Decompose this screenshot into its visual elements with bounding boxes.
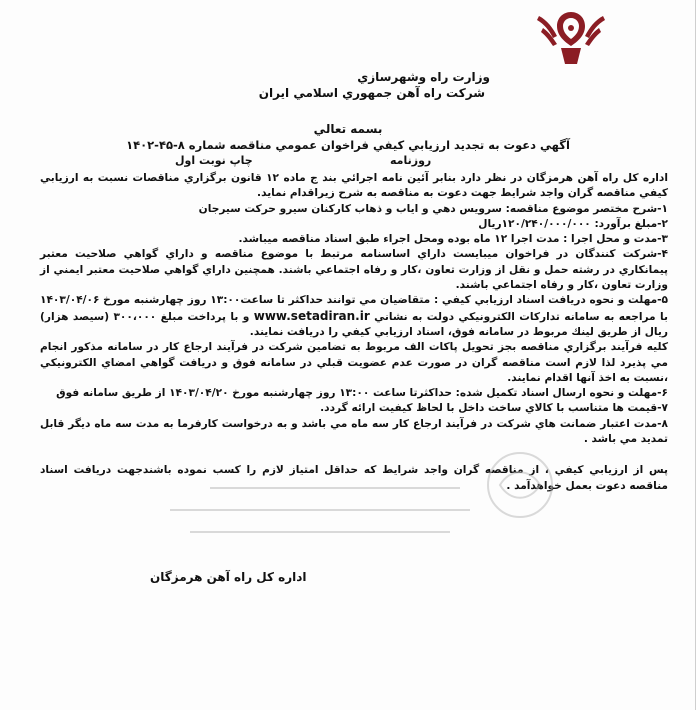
newspaper-label: روزنامه: [390, 154, 432, 167]
item-estimate: ۲-مبلغ برآورد: ۱۲۰/۲۴۰/۰۰۰/۰۰۰ريال: [478, 217, 668, 230]
notice-headline: آگهي دعوت به تجديد ارزيابي كيفي فراخوان عمومي مناقصه شماره ۸-۴۵-۱۴۰۲: [126, 138, 570, 152]
company-name: شركت راه آهن جمهوري اسلامي ايران: [258, 86, 485, 100]
item-subject: ۱-شرح مختصر موضوع مناقصه: سرويس دهي و اياب و ذهاب كاركنان سيرو حركت سيرجان: [198, 202, 668, 215]
bismillah-heading: بسمه تعالي: [313, 122, 383, 136]
ministry-name: وزارت راه وشهرسازي: [357, 70, 490, 84]
process-note: كليه فرآيند برگزاري مناقصه بجز تحويل پاكات الف مربوط به تضامين شركت در فرآيند ارجاع كار در سامانه مذكور انجام مي پذيرد لذا لازم است مناقصه گران در صورت عدم عضويت قبلي در سامانه فوق و دريافت گواهي امضاي الكترونيكي ،نسبت به اخذ آنها اقدام نمايند.: [40, 341, 668, 384]
item-guarantee-validity: ۸-مدت اعتبار ضمانت هاي شركت در فرآيند ارجاع كار سه ماه مي باشد و به درخواست كارفرما به مدت سه ماه ديگر قابل تمديد مي باشد .: [40, 417, 668, 446]
setadiran-website-link[interactable]: www.setadiran.ir: [253, 308, 370, 323]
item-document-receipt-text: ۵-مهلت و نحوه دريافت اسناد ارزيابي كيفي : متقاضيان مي توانند حداكثر تا ساعت۱۳:۰۰ روز چهارشنبه مورخ ۱۴۰۳/۰۴/۰۶ با مراجعه به سامانه تداركات الكترونيكي دولت به نشاني: [40, 294, 669, 323]
item-participants: ۴-شركت كنندگان در فراخوان ميبايست داراي اساسنامه مرتبط با موضوع مناقصه و داراي گواهي صلاحيت معتبر پيمانكاري در رشته حمل و نقل از وزارت تعاون ،كار و رفاه اجتماعي باشند. همچنين داراي گواهي صلاحيت معتبر ايمني از وزارت تعاون ،كار و رفاه اجتماعي باشند.: [40, 248, 668, 292]
item-pricing: ۷-قيمت ها متناسب با كالاي ساخت داخل با لحاظ كيفيت ارائه گردد.: [320, 402, 668, 415]
item-document-receipt-text-2: و با پرداخت مبلغ ۳۰۰،۰۰۰ (سيصد هزار) ريال از طريق لينك مربوط در سامانه فوق، اسناد ارزيابي كيفي را دريافت نمايند.: [40, 310, 668, 338]
print-round-label: چاپ نوبت اول: [175, 154, 253, 167]
item-submission: ۶-مهلت و نحوه ارسال اسناد تكميل شده: حداكثرتا ساعت ۱۳:۰۰ روز چهارشنبه مورخ ۱۴۰۳/۰۴/۲۰ از طريق سامانه فوق: [56, 387, 668, 400]
signature-issuer: اداره كل راه آهن هرمزگان: [150, 570, 307, 584]
intro-paragraph: اداره كل راه آهن هرمزگان در نظر دارد بنابر آئين نامه اجرائي بند ج ماده ۱۲ قانون برگزاري مناقصات نسبت به ارزيابي كيفي مناقصه گران واجد شرايط جهت دعوت به مناقصه به شرح زيراقدام نمايد.: [40, 172, 668, 200]
closing-paragraph: پس از ارزيابي كيفي ، از مناقصه گران واجد شرايط كه حداقل امتياز لازم را كسب نموده باشندجهت دريافت اسناد مناقصه دعوت بعمل خواهدآمد .: [40, 464, 668, 492]
notice-body: [40, 171, 668, 494]
item-duration-location: ۳-مدت و محل اجرا : مدت اجرا ۱۲ ماه بوده ومحل اجراء طبق اسناد مناقصه ميباشد.: [238, 233, 668, 246]
railway-logo-icon: [535, 6, 607, 68]
item-document-receipt: [40, 293, 668, 340]
